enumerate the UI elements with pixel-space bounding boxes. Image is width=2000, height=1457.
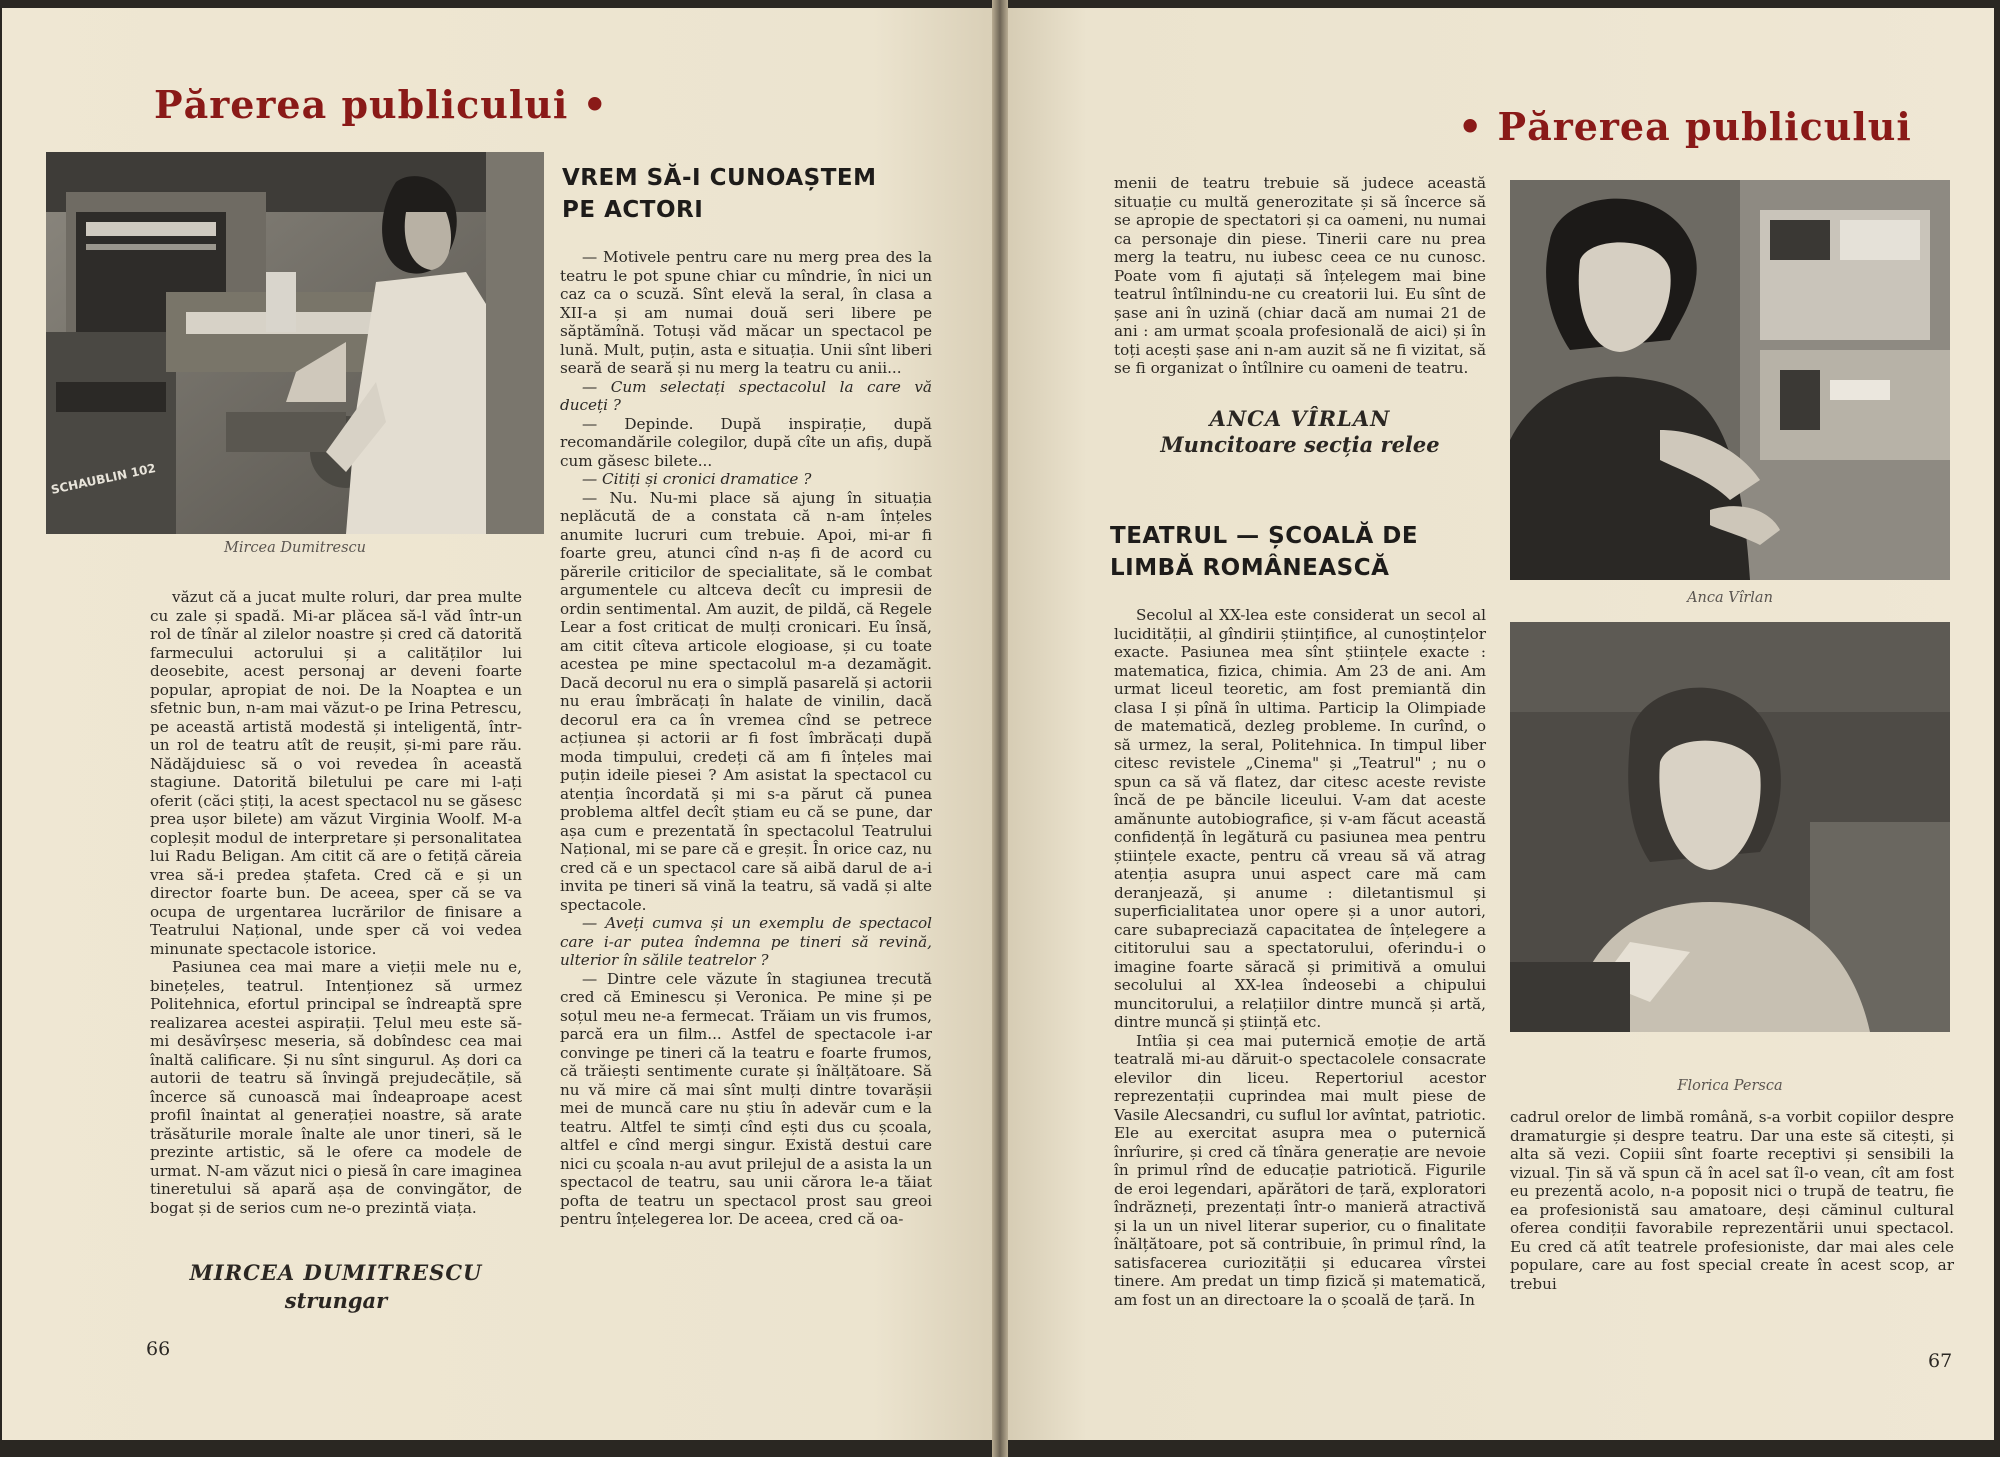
left-article-headline	[562, 162, 942, 226]
interview-question: — Aveți cumva și un exemplu de spectacol care i-ar putea îndemna pe tineri să revină, ulterior în sălile teatrelor ?	[560, 914, 932, 969]
right-top-paragraph: menii de teatru trebuie să judece această situație cu multă generozitate și să încerce să se apropie de spectatori și ca oameni, nu numai ca personaje din piese. Tinerii care nu prea merg la teatru, nu iubesc ceea ce nu cunosc. Poate vom fi ajutați să înțelegem mai bine teatrul întîlnindu-ne cu creatorii lui. Eu sînt de șase ani în uzină (chiar dacă am numai 21 de ani : am urmat școala profesională de aici) și în toți acești șase ani n-am auzit să ne fi vizitat, să se fi organizat o întîlnire cu oameni de teatru.	[1114, 174, 1486, 377]
interview-question: — Citiți și cronici dramatice ?	[582, 470, 812, 488]
right-article-paragraph: Intîia și cea mai puternică emoție de artă teatrală mi-au dăruit-o spectacolele consacrate elevilor din liceu. Repertoriul acestor reprezentații cuprindea mai mult piese de Vasile Alecsandri, cu suflul lor avîntat, patriotic. Ele au exercitat asupra mea o puternică înrîurire, și cred că tînăra generație are nevoie în primul rînd de educație patriotică. Figurile de eroi legendari, apărători de țară, exploratori îndrăzneți, prezentați într-o manieră atractivă și la un un nivel literar superior, cu o finalitate înălțătoare, pot să contribuie, în primul rînd, la satisfacerea curiozității și educarea vîrstei tinere. Am predat un timp fizică și matematică, am fost un an directoare la o școală de țară. In	[1114, 1031, 1486, 1309]
right-top-column-text	[1114, 174, 1486, 378]
right-photo1-caption: Anca Vîrlan	[1687, 590, 1773, 606]
left-signature-role: strungar	[284, 1288, 388, 1313]
right-page	[1008, 8, 1994, 1440]
interview-question: — Cum selectați spectacolul la care vă duceți ?	[560, 377, 932, 414]
right-bottom-column-text	[1510, 1108, 1954, 1293]
right-article-paragraph: Secolul al XX-lea este considerat un secol al lucidității, al gîndirii științifice, al cunoștințelor exacte. Pasiunea mea sînt științele exacte : matematica, fizica, chimia. Am 23 de ani. Am urmat liceul teoretic, am fost premiantă din clasa I și pînă în ultima. Particip la Olimpiade de matematică, dezleg probleme. In curînd, o să urmez, la seral, Politehnica. In timpul liber citesc revistele „Cinema" și „Teatrul" ; nu o spun ca să vă flatez, dar citesc aceste reviste încă de pe băncile liceului. V-am dat aceste amănunte autobiografice, și v-am făcut această confidență în legătură cu pasiunea mea pentru științele exacte, pentru că vreau să vă atrag atenția asupra unui aspect care mă cam deranjează, și anume : diletantismul și superficialitatea unor opere și a unor autori, care subapreciază capacitatea de înțelegere a cititorului sau a spectatorului, oferindu-i o imagine foarte săracă și primitivă a omului secolului al XX-lea îndeosebi a chipului muncitorului, a relațiilor dintre muncă și artă, dintre muncă și știință etc.	[1114, 606, 1486, 1031]
left-section-title: Părerea publicului •	[154, 82, 608, 127]
left-column-paragraph: văzut că a jucat multe roluri, dar prea multe cu zale și spadă. Mi-ar plăcea să-l văd într-un rol de tînăr al zilelor noastre și cred că datorită farmecului actorului și a calităților lui deosebite, acest personaj ar deveni foarte popular, apropiat de noi. De la Noaptea e un sfetnic bun, n-am mai văzut-o pe Irina Petrescu, pe această artistă modestă și inteligentă, într-un rol de teatru atît de reușit, și-mi pare rău. Nădăjduiesc să o voi revedea în această stagiune. Datorită biletului pe care mi l-ați oferit (căci știți, la acest spectacol nu se găsesc prea ușor bilete) am văzut Virginia Woolf. M-a copleșit modul de interpretare și personalitatea lui Radu Beligan. Am citit că are o fetiță căreia vrea să-i predea ștafeta. Cred că e și un director foarte bun. De aceea, sper că se va ocupa de urgentarea lucrărilor de finisare a Teatrului Național, unde sper că voi vedea minunate spectacole istorice.	[150, 588, 522, 958]
left-photo-caption: Mircea Dumitrescu	[224, 540, 366, 556]
photo-lathe-worker	[46, 152, 544, 534]
right-page-number: 67	[1928, 1350, 1953, 1372]
right-headline-line: LIMBĂ ROMÂNEASCĂ	[1110, 555, 1390, 581]
interview-paragraph: — Dintre cele văzute în stagiunea trecută cred că Eminescu și Veronica. Pe mine și pe soțul meu ne-a fermecat. Trăiam un vis frumos, parcă era un film... Astfel de spectacole i-ar convinge pe tineri că la teatru e foarte frumos, că trăiești sentimente curate și înălțătoare. Să nu vă mire că mai sînt mulți dintre tovarășii mei de muncă care nu știu în adevăr cum e la teatru. Altfel te simți cînd ești dus cu școala, altfel e cînd mergi singur. Există destui care nici cu școala n-au avut prilejul de a asista la un spectacol de teatru, sau unii cărora le-a tăiat pofta de teatru un spectacol prost sau greoi pentru înțelegerea lor. De aceea, cred că oa-	[560, 969, 932, 1228]
right-bottom-paragraph: cadrul orelor de limbă română, s-a vorbit copiilor despre dramaturgie și despre teatru. Dar una este să citești, și alta să vezi. Copiii sînt foarte receptivi și sensibili la vizual. Țin să vă spun că în acel sat îl-o vean, cît am fost eu prezentă acolo, n-a poposit nici o trupă de teatru, fie ea profesionistă sau amatoare, deși căminul cultural oferea condiții favorabile reprezentării unui spectacol. Eu cred că atît teatrele profesioniste, dar mai ales cele populare, care au fost special create în acest scop, ar trebui	[1510, 1108, 1954, 1293]
anca-virlan-portrait	[1510, 180, 1950, 580]
interview-paragraph: — Nu. Nu-mi place să ajung în situația neplăcută de a constata că n-am înțeles anumite lucruri cum trebuie. Apoi, mi-ar fi foarte greu, atunci cînd n-aș fi de acord cu părerile criticilor de specialitate, să le combat argumentele cu altceva decît cu impresii de ordin sentimental. Am auzit, de pildă, că Regele Lear a fost criticat de mulți cronicari. Eu însă, am citit cîteva articole elogioase, și cu toate acestea pe mine spectacolul m-a dezamăgit. Dacă decorul nu era o simplă pasarelă și actorii nu erau îmbrăcați în halate de vinilin, dacă decorul era ca în vremea cînd se petrece acțiunea și actorii ar fi fost îmbrăcați după moda timpului, credeți că am fi înțeles mai puțin ideile piesei ? Am asistat la spectacol cu atenția încordată și mi s-a părut că punea problema altfel decît știam eu că se pune, dar așa cum e prezentată în spectacolul Teatrului Național, mi se pare că e greșit. În orice caz, nu cred că e un spectacol care să aibă darul de a-i invita pe tineri să vină la teatru, să vadă și alte spectacole.	[560, 488, 932, 914]
interview-paragraph: — Depinde. După inspirație, după recomandările colegilor, după cîte un afiș, după cum găsesc bilete...	[560, 414, 932, 470]
florica-persca-portrait	[1510, 622, 1950, 1032]
left-headline-line: VREM SĂ-I CUNOAȘTEM	[562, 165, 877, 191]
right-article-headline	[1110, 520, 1490, 584]
left-right-column-text	[560, 248, 932, 1229]
right-signature-name: ANCA VÎRLAN	[1209, 406, 1391, 431]
left-page	[2, 8, 992, 1440]
left-signature-name: MIRCEA DUMITRESCU	[189, 1260, 483, 1285]
right-signature-role: Muncitoare secția relee	[1160, 432, 1440, 457]
left-headline-line: PE ACTORI	[562, 197, 704, 223]
left-column-paragraph: Pasiunea cea mai mare a vieții mele nu e, binețeles, teatrul. Intenționez să urmez Politehnica, efortul principal se îndreaptă spre realizarea acestei aspirații. Țelul meu este să-mi desăvîrșesc meseria, să dobîndesc cea mai înaltă calificare. Și nu sînt singurul. Aș dori ca autorii de teatru să învingă prejudecățile, să încerce să cunoască mai îndeaproape acest profil înaintat al generației noastre, să arate trăsăturile morale înalte ale unor tineri, să le prezinte artistic, să le ofere ca modele de urmat. N-am văzut nici o piesă în care imaginea tineretului să apară așa de convingător, de bogat și de serios cum ne-o prezintă viața.	[150, 958, 522, 1217]
left-column-text	[150, 588, 522, 1217]
photo-florica-persca	[1510, 622, 1950, 1032]
interview-paragraph: — Motivele pentru care nu merg prea des la teatru le pot spune chiar cu mîndrie, în nici un caz ca o scuză. Sînt elevă la seral, în clasa a XII-a și am numai două seri libere pe săptămînă. Totuși văd măcar un spectacol pe lună. Mult, puțin, asta e situația. Unii sînt liberi seară de seară și nu merg la teatru cu anii...	[560, 248, 932, 377]
lathe-worker-illustration	[46, 152, 544, 534]
right-headline-line: TEATRUL — ȘCOALĂ DE	[1110, 523, 1419, 549]
page-gutter	[992, 0, 1008, 1457]
right-article-column-text	[1114, 606, 1486, 1309]
right-section-title: • Părerea publicului	[1458, 104, 1912, 149]
right-photo2-caption: Florica Persca	[1677, 1078, 1783, 1094]
machine-label: SCHAUBLIN 102	[49, 461, 157, 497]
photo-anca-virlan	[1510, 180, 1950, 580]
left-page-number: 66	[146, 1338, 171, 1360]
